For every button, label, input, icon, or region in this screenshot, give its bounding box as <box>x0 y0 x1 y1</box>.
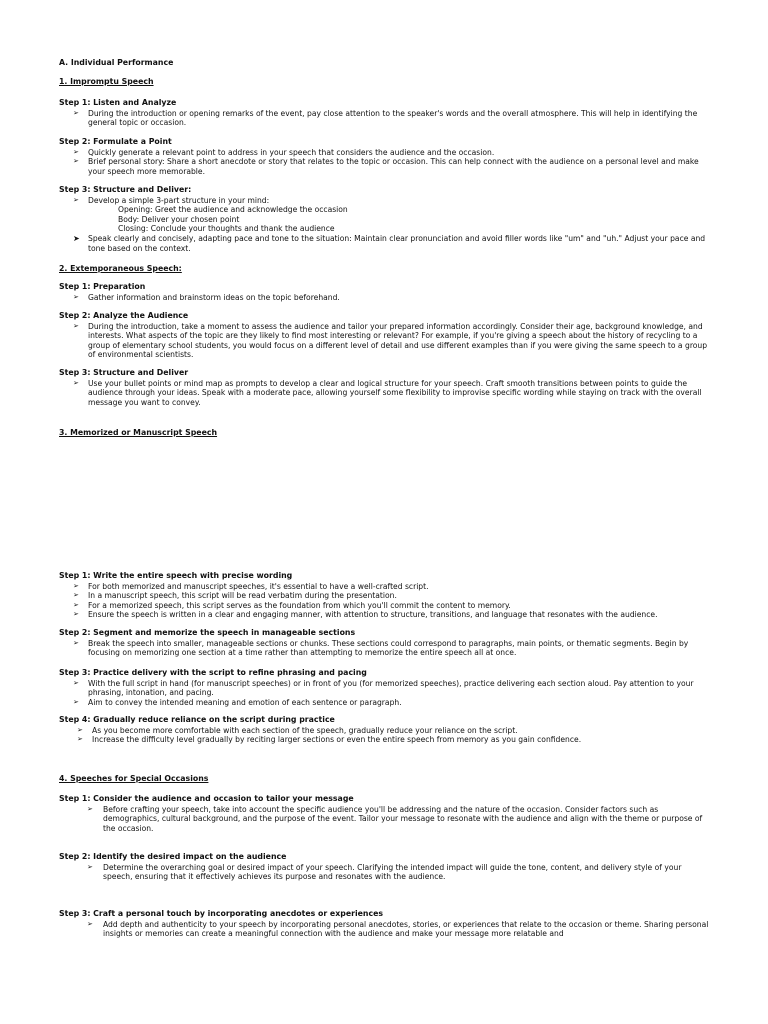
arrowhead-bullet-icon: ➢ <box>77 735 83 744</box>
sub-line: Opening: Greet the audience and acknowledge the occasion <box>118 205 348 215</box>
arrowhead-bullet-icon: ➢ <box>73 581 79 590</box>
step-title: Step 1: Consider the audience and occasion to tailor your message <box>59 794 354 803</box>
list-item: ➢ During the introduction or opening remarks of the event, pay close attention to the speaker's words and the overall atmosphere. This will help in identifying the general topic or occasion. <box>73 108 698 128</box>
step-title: Step 3: Craft a personal touch by incorporating anecdotes or experiences <box>59 909 384 918</box>
bullet-list <box>59 863 709 882</box>
bullet-list <box>59 805 709 834</box>
arrowhead-bullet-icon: ➢ <box>73 378 79 387</box>
section-title: 1. Impromptu Speech <box>59 77 154 86</box>
bullet-list <box>59 109 709 128</box>
list-item: ➢ Use your bullet points or mind map as prompts to develop a clear and logical structure for your speech. Craft smooth transitions between points to guide the audience through your ideas. Speak with a moderate pace, allowing yourself some flexibility to improvise specific wording while staying on track with the overall message you want to convey. <box>73 378 702 407</box>
extemporaneous-step-2 <box>59 311 709 360</box>
section-special-title-wrap <box>59 774 709 784</box>
bullet-list <box>59 379 709 408</box>
arrowhead-bullet-icon: ➢ <box>73 600 79 609</box>
arrowhead-bullet-icon: ➢ <box>73 610 79 619</box>
section-title: 4. Speeches for Special Occasions <box>59 774 209 783</box>
arrowhead-bullet-icon: ➢ <box>73 591 79 600</box>
list-item: ➢ As you become more comfortable with each section of the speech, gradually reduce your reliance on the script. <box>77 725 518 735</box>
list-item: ➢ Add depth and authenticity to your speech by incorporating personal anecdotes, stories, or experiences that relate to the occasion or theme. Sharing personal insights or memories can create a meaningful connection with the audience and make your message more relatable and <box>87 919 709 939</box>
step-title: Step 2: Analyze the Audience <box>59 311 189 320</box>
special-step-2 <box>59 852 709 882</box>
step-title: Step 4: Gradually reduce reliance on the script during practice <box>59 715 335 724</box>
arrowhead-bullet-icon: ➢ <box>73 638 79 647</box>
sub-line: Body: Deliver your chosen point <box>118 214 240 224</box>
list-item: ➢ Quickly generate a relevant point to address in your speech that considers the audience and the occasion. <box>73 147 495 157</box>
bullet-list <box>59 148 709 177</box>
list-item: ➢ Determine the overarching goal or desired impact of your speech. Clarifying the intended impact will guide the tone, content, and delivery style of your speech, ensuring that it effectively achieves its purpose and resonates with the audience. <box>87 862 682 882</box>
list-item: ➢ Ensure the speech is written in a clear and engaging manner, with attention to structure, transitions, and language that resonates with the audience. <box>73 610 658 620</box>
step-title: Step 3: Practice delivery with the script to refine phrasing and pacing <box>59 668 367 677</box>
bullet-list <box>59 196 709 206</box>
arrowhead-bullet-icon: ➢ <box>73 321 79 330</box>
arrowhead-bullet-icon: ➢ <box>73 697 79 706</box>
bullet-list <box>59 293 709 303</box>
step-title: Step 1: Preparation <box>59 282 146 291</box>
list-item: ➢ Brief personal story: Share a short anecdote or story that relates to the topic or occasion. This can help connect with the audience on a personal level and make your speech more memorable. <box>73 157 699 176</box>
step-title: Step 2: Formulate a Point <box>59 137 172 146</box>
arrowhead-bullet-icon: ➤ <box>73 233 80 243</box>
bullet-list <box>59 322 709 360</box>
arrowhead-bullet-icon: ➢ <box>73 157 79 166</box>
list-item: ➢ Gather information and brainstorm ideas on the topic beforehand. <box>73 292 340 302</box>
step-title: Step 2: Identify the desired impact on the audience <box>59 852 287 861</box>
memorized-step-2 <box>59 628 709 658</box>
section-title: 3. Memorized or Manuscript Speech <box>59 428 218 437</box>
list-item: ➢ With the full script in hand (for manuscript speeches) or in front of you (for memorized speeches), practice delivering each section aloud. Pay attention to your phrasing, intonation, and pacing. <box>73 678 694 698</box>
step-title: Step 1: Write the entire speech with precise wording <box>59 571 293 580</box>
section-memorized-title-wrap <box>59 428 709 438</box>
list-item: ➢ For a memorized speech, this script serves as the foundation from which you'll commit the content to memory. <box>73 600 511 610</box>
structure-sub-list <box>59 205 709 234</box>
list-item: ➢ Aim to convey the intended meaning and emotion of each sentence or paragraph. <box>73 697 402 707</box>
section-impromptu-title-wrap <box>59 77 709 87</box>
step-title: Step 3: Structure and Deliver: <box>59 185 192 194</box>
step-title: Step 2: Segment and memorize the speech in manageable sections <box>59 628 356 637</box>
memorized-step-3 <box>59 668 709 707</box>
arrowhead-bullet-icon: ➢ <box>87 919 93 928</box>
arrowhead-bullet-icon: ➢ <box>73 108 79 117</box>
bullet-list <box>59 582 709 620</box>
extemporaneous-step-1 <box>59 282 709 302</box>
section-extemporaneous-title-wrap <box>59 264 709 274</box>
memorized-step-4 <box>59 715 709 745</box>
sub-line: Closing: Conclude your thoughts and thank the audience <box>118 224 335 234</box>
bullet-list <box>59 639 709 658</box>
list-item: ➢ Develop a simple 3-part structure in your mind: <box>73 195 270 205</box>
bullet-list <box>59 234 709 253</box>
list-item: ➤ Speak clearly and concisely, adapting pace and tone to the situation: Maintain clear pronunciation and avoid filler words like "um" and "uh." Adjust your pace and tone based on the context. <box>73 233 706 253</box>
section-title: 2. Extemporaneous Speech: <box>59 264 182 273</box>
list-item: ➢ For both memorized and manuscript speeches, it's essential to have a well-crafted script. <box>73 581 429 591</box>
arrowhead-bullet-icon: ➢ <box>77 725 83 734</box>
arrowhead-bullet-icon: ➢ <box>87 862 93 871</box>
list-item: ➢ During the introduction, take a moment to assess the audience and tailor your prepared information accordingly. Consider their age, background knowledge, and interests. What aspects of the topic are they likely to find most interesting or relevant? For example, if you're giving a speech about the history of recycling to a group of elementary school students, you would focus on a different level of detail and use different examples than if you were giving the same speech to a group of environmental scientists. <box>73 321 708 360</box>
list-item: ➢ In a manuscript speech, this script will be read verbatim during the presentation. <box>73 591 397 601</box>
arrowhead-bullet-icon: ➢ <box>73 678 79 687</box>
step-title: Step 1: Listen and Analyze <box>59 98 177 107</box>
impromptu-step-1 <box>59 98 709 128</box>
bullet-list <box>59 920 709 939</box>
impromptu-step-3 <box>59 185 709 253</box>
impromptu-step-2 <box>59 137 709 176</box>
arrowhead-bullet-icon: ➢ <box>87 804 93 813</box>
arrowhead-bullet-icon: ➢ <box>73 195 79 204</box>
arrowhead-bullet-icon: ➢ <box>73 292 79 301</box>
special-step-3 <box>59 909 709 939</box>
step-title: Step 3: Structure and Deliver <box>59 368 189 377</box>
list-item: ➢ Before crafting your speech, take into account the specific audience you'll be addressing and the nature of the occasion. Consider factors such as demographics, cultural background, and the purpose of the event. Tailor your message to resonate with the audience and align with the theme or purpose of the occasion. <box>87 804 703 833</box>
document-title: A. Individual Performance <box>59 58 174 67</box>
extemporaneous-step-3 <box>59 368 709 407</box>
list-item: ➢ Increase the difficulty level gradually by reciting larger sections or even the entire speech from memory as you gain confidence. <box>77 735 582 745</box>
special-step-1 <box>59 794 709 833</box>
bullet-list <box>59 726 709 745</box>
memorized-step-1 <box>59 571 709 620</box>
list-item: ➢ Break the speech into smaller, manageable sections or chunks. These sections could correspond to paragraphs, main points, or thematic segments. Begin by focusing on memorizing one section at a time rather than attempting to memorize the entire speech all at once. <box>73 638 689 658</box>
arrowhead-bullet-icon: ➢ <box>73 147 79 156</box>
bullet-list <box>59 679 709 708</box>
